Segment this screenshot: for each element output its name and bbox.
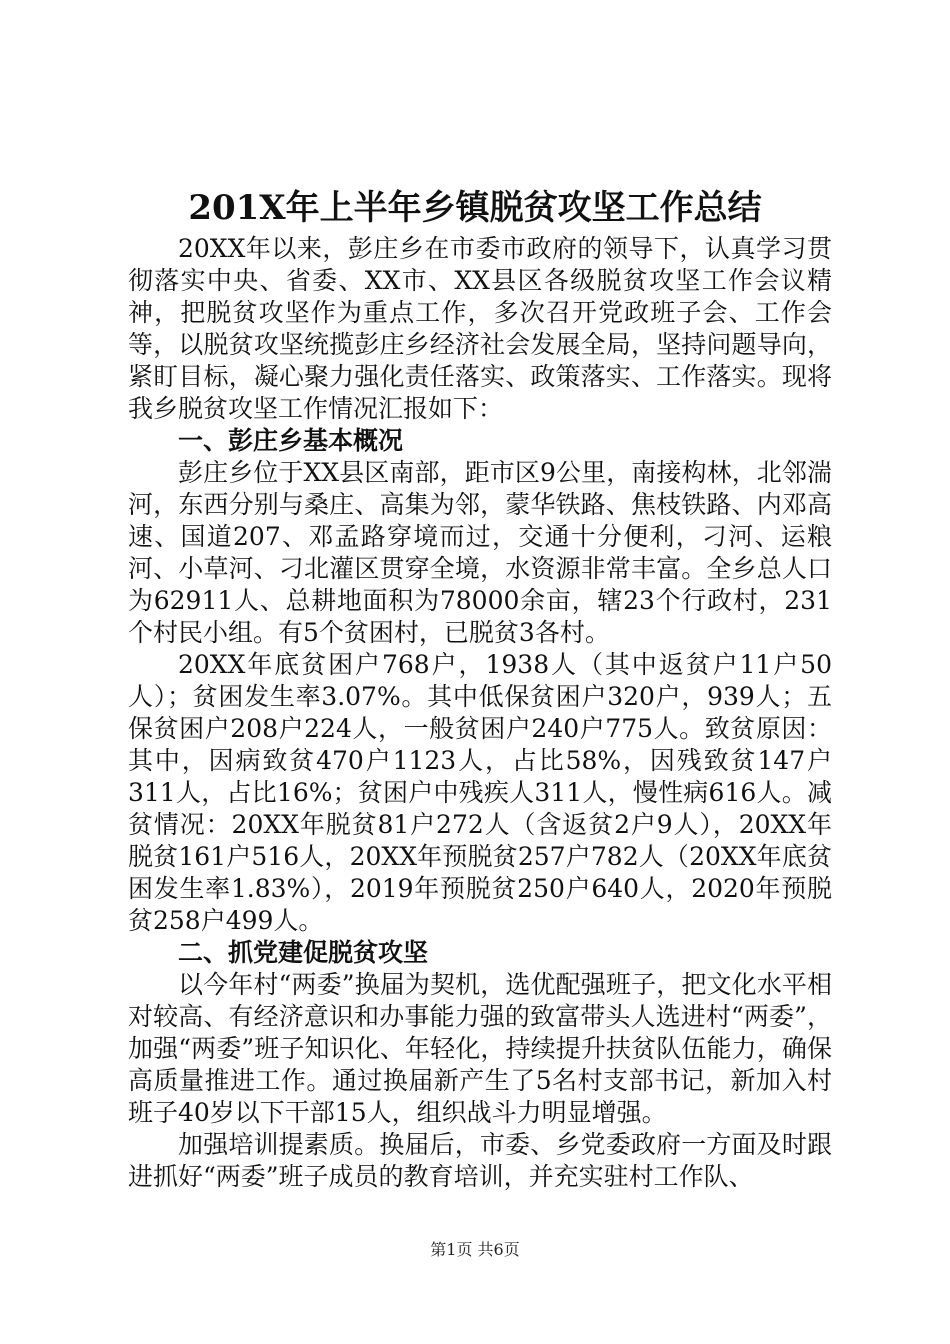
section-heading-party-building: 二、抓党建促脱贫攻坚	[178, 938, 429, 967]
party-building-paragraph: 以今年村“两委”换届为契机，选优配强班子，把文化水平相对较高、有经济意识和办事能力强的致富带头人选进村“两委”，加强“两委”班子知识化、年轻化，持续提升扶贫队伍能力，确保高质量推进工作。通过换届新产生了5名村支部书记，新加入村班子40岁以下干部15人，组织战斗力明显增强。	[128, 970, 832, 1127]
document-body	[128, 233, 832, 1193]
training-paragraph: 加强培训提素质。换届后，市委、乡党委政府一方面及时跟进抓好“两委”班子成员的教育培训，并充实驻村工作队、	[128, 1130, 832, 1191]
page-number-footer: 第1页 共6页	[430, 1240, 520, 1259]
section-heading-overview: 一、彭庄乡基本概况	[178, 426, 404, 455]
poverty-stats-paragraph: 20XX年底贫困户768户，1938人（其中返贫户11户50人）；贫困发生率3.07%。其中低保贫困户320户，939人；五保贫困户208户224人，一般贫困户240户775人。致贫原因：其中，因病致贫470户1123人，占比58%，因残致贫147户311人，占比16%；贫困户中残疾人311人，慢性病616人。减贫情况：20XX年脱贫81户272人（含返贫2户9人），20XX年脱贫161户516人，20XX年预脱贫257户782人（20XX年底贫困发生率1.83%），2019年预脱贫250户640人，2020年预脱贫258户499人。	[128, 650, 832, 935]
document-title: 201X年上半年乡镇脱贫攻坚工作总结	[188, 188, 762, 228]
overview-paragraph: 彭庄乡位于XX县区南部，距市区9公里，南接构林，北邻湍河，东西分别与桑庄、高集为邻，蒙华铁路、焦枝铁路、内邓高速、国道207、邓孟路穿境而过，交通十分便利，刁河、运粮河、小草河、刁北灌区贯穿全境，水资源非常丰富。全乡总人口为62911人、总耕地面积为78000余亩，辖23个行政村，231个村民小组。有5个贫困村，已脱贫3各村。	[128, 458, 832, 647]
intro-paragraph: 20XX年以来，彭庄乡在市委市政府的领导下，认真学习贯彻落实中央、省委、XX市、XX县区各级脱贫攻坚工作会议精神，把脱贫攻坚作为重点工作，多次召开党政班子会、工作会等，以脱贫攻坚统揽彭庄乡经济社会发展全局，坚持问题导向，紧盯目标，凝心聚力强化责任落实、政策落实、工作落实。现将我乡脱贫攻坚工作情况汇报如下：	[128, 234, 832, 423]
